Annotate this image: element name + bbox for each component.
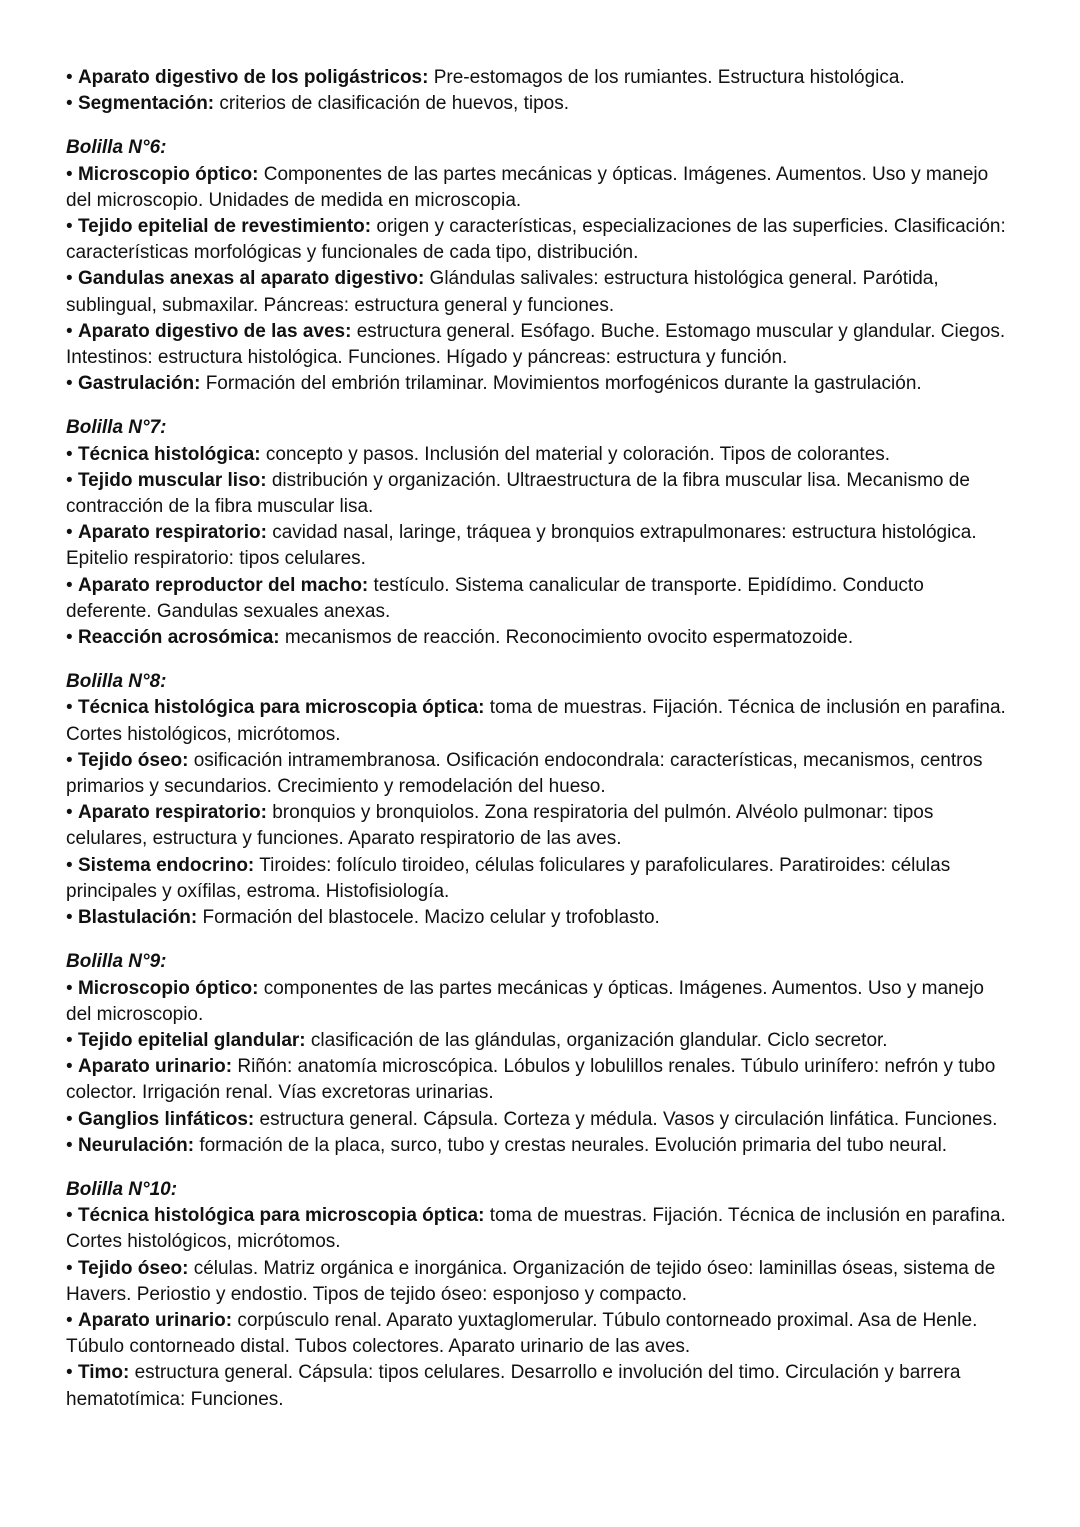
- item-description: estructura general. Cápsula: tipos celulares. Desarrollo e involución del timo. Circulación y barrera hematotímica: Funciones.: [66, 1362, 961, 1410]
- syllabus-item: • Aparato reproductor del macho: testículo. Sistema canalicular de transporte. Epidídimo. Conducto deferente. Gandulas sexuales anexas.: [66, 574, 924, 622]
- syllabus-item: • Gastrulación: Formación del embrión trilaminar. Movimientos morfogénicos durante la gastrulación.: [66, 373, 922, 395]
- section-heading: Bolilla N°7:: [66, 417, 167, 439]
- item-term: Técnica histológica:: [77, 443, 261, 465]
- item-term: Segmentación:: [77, 93, 215, 115]
- item-term: Blastulación:: [77, 907, 198, 929]
- section-heading: Bolilla N°8:: [66, 671, 167, 693]
- syllabus-item: • Tejido epitelial de revestimiento: origen y características, especializaciones de las superficies. Clasificación: características morfológicas y funcionales de cada tipo, distribución.: [66, 216, 1006, 264]
- syllabus-item: • Técnica histológica para microscopia óptica: toma de muestras. Fijación. Técnica de inclusión en parafina. Cortes histológicos, micrótomos.: [66, 1205, 1006, 1253]
- bolilla-section: [66, 135, 1014, 397]
- item-term: Aparato digestivo de los poligástricos:: [77, 67, 429, 88]
- item-term: Aparato respiratorio:: [77, 802, 267, 824]
- item-description: cavidad nasal, laringe, tráquea y bronquios extrapulmonares: estructura histológica. Epitelio respiratorio: tipos celulares.: [66, 522, 977, 570]
- item-description: formación de la placa, surco, tubo y crestas neurales. Evolución primaria del tubo neural.: [194, 1134, 948, 1156]
- item-term: Aparato respiratorio:: [77, 522, 267, 544]
- bolilla-section: [66, 1177, 1014, 1413]
- syllabus-item: • Tejido óseo: células. Matriz orgánica e inorgánica. Organización de tejido óseo: laminillas óseas, sistema de Havers. Periostio y endostio. Tipos de tejido óseo: esponjoso y compacto.: [66, 1257, 996, 1305]
- item-term: Timo:: [77, 1362, 130, 1384]
- section-heading: Bolilla N°10:: [66, 1178, 178, 1200]
- intro-section: [66, 65, 1014, 117]
- item-description: concepto y pasos. Inclusión del material y coloración. Tipos de colorantes.: [260, 443, 891, 465]
- item-description: células. Matriz orgánica e inorgánica. Organización de tejido óseo: laminillas óseas, sistema de Havers. Periostio y endostio. Tipos de tejido óseo: esponjoso y compacto.: [66, 1257, 996, 1305]
- bolilla-section: [66, 949, 1014, 1159]
- syllabus-item: • Segmentación: criterios de clasificación de huevos, tipos.: [66, 93, 569, 115]
- item-term: Tejido epitelial de revestimiento:: [77, 216, 372, 238]
- item-term: Tejido muscular liso:: [77, 469, 267, 491]
- item-term: Aparato urinario:: [77, 1309, 233, 1331]
- syllabus-item: • Aparato respiratorio: bronquios y bronquiolos. Zona respiratoria del pulmón. Alvéolo pulmonar: tipos celulares, estructura y funciones. Aparato respiratorio de las aves.: [66, 802, 934, 850]
- item-term: Aparato digestivo de las aves:: [77, 320, 352, 342]
- item-description: Tiroides: folículo tiroideo, células foliculares y parafoliculares. Paratiroides: células principales y oxífilas, estroma. Histofisiología.: [66, 854, 951, 902]
- syllabus-item: • Aparato urinario: corpúsculo renal. Aparato yuxtaglomerular. Túbulo contorneado proximal. Asa de Henle. Túbulo contorneado distal. Tubos colectores. Aparato urinario de las aves.: [66, 1309, 978, 1358]
- item-description: testículo. Sistema canalicular de transporte. Epidídimo. Conducto deferente. Gandulas sexuales anexas.: [66, 574, 924, 622]
- item-description: bronquios y bronquiolos. Zona respiratoria del pulmón. Alvéolo pulmonar: tipos celulares, estructura y funciones. Aparato respiratorio de las aves.: [66, 802, 934, 850]
- item-term: Gandulas anexas al aparato digestivo:: [77, 268, 425, 290]
- item-term: Técnica histológica para microscopia óptica:: [77, 697, 485, 719]
- item-description: osificación intramembranosa. Osificación endocondrala: características, mecanismos, centros primarios y secundarios. Crecimiento y remodelación del hueso.: [66, 749, 983, 798]
- syllabus-item: • Gandulas anexas al aparato digestivo: Glándulas salivales: estructura histológica general. Parótida, sublingual, submaxilar. Páncreas: estructura general y funciones.: [66, 268, 939, 316]
- item-term: Reacción acrosómica:: [77, 627, 280, 649]
- item-term: Tejido epitelial glandular:: [77, 1029, 306, 1051]
- item-term: Tejido óseo:: [77, 1257, 189, 1279]
- item-description: estructura general. Esófago. Buche. Estomago muscular y glandular. Ciegos. Intestinos: estructura histológica. Funciones. Hígado y páncreas: estructura y función.: [66, 320, 1006, 369]
- syllabus-item: • Tejido óseo: osificación intramembranosa. Osificación endocondrala: características, mecanismos, centros primarios y secundarios. Crecimiento y remodelación del hueso.: [66, 749, 983, 798]
- item-term: Microscopio óptico:: [77, 977, 259, 999]
- syllabus-item: • Neurulación: formación de la placa, surco, tubo y crestas neurales. Evolución primaria del tubo neural.: [66, 1134, 948, 1156]
- item-term: Tejido óseo:: [77, 749, 189, 771]
- syllabus-item: • Técnica histológica para microscopia óptica: toma de muestras. Fijación. Técnica de inclusión en parafina. Cortes histológicos, micrótomos.: [66, 697, 1006, 745]
- syllabus-item: • Tejido muscular liso: distribución y organización. Ultraestructura de la fibra muscular lisa. Mecanismo de contracción de la fibra muscular lisa.: [66, 469, 970, 518]
- item-description: Pre-estomagos de los rumiantes. Estructura histológica.: [428, 67, 905, 88]
- item-term: Gastrulación:: [77, 373, 201, 395]
- syllabus-item: • Aparato respiratorio: cavidad nasal, laringe, tráquea y bronquios extrapulmonares: estructura histológica. Epitelio respiratorio: tipos celulares.: [66, 522, 977, 570]
- item-term: Técnica histológica para microscopia óptica:: [77, 1205, 485, 1227]
- item-description: criterios de clasificación de huevos, tipos.: [214, 93, 569, 115]
- syllabus-item: • Microscopio óptico: componentes de las partes mecánicas y ópticas. Imágenes. Aumentos. Uso y manejo del microscopio.: [66, 977, 984, 1025]
- document-body: [66, 65, 1014, 1431]
- item-term: Microscopio óptico:: [77, 163, 259, 185]
- item-term: Aparato urinario:: [77, 1056, 233, 1078]
- bolilla-section: [66, 669, 1014, 931]
- syllabus-item: • Microscopio óptico: Componentes de las partes mecánicas y ópticas. Imágenes. Aumentos. Uso y manejo del microscopio. Unidades de medida en microscopia.: [66, 163, 989, 211]
- syllabus-item: • Timo: estructura general. Cápsula: tipos celulares. Desarrollo e involución del timo. Circulación y barrera hematotímica: Funciones.: [66, 1362, 961, 1410]
- syllabus-item: • Aparato digestivo de los poligástricos: Pre-estomagos de los rumiantes. Estructura histológica.: [66, 67, 905, 88]
- section-heading: Bolilla N°6:: [66, 137, 167, 159]
- item-term: Sistema endocrino:: [77, 854, 255, 876]
- item-description: origen y características, especializaciones de las superficies. Clasificación: características morfológicas y funcionales de cada tipo, distribución.: [66, 216, 1006, 264]
- syllabus-item: • Sistema endocrino: Tiroides: folículo tiroideo, células foliculares y parafoliculares. Paratiroides: células principales y oxífilas, estroma. Histofisiología.: [66, 854, 951, 902]
- item-term: Ganglios linfáticos:: [77, 1108, 255, 1130]
- item-description: clasificación de las glándulas, organización glandular. Ciclo secretor.: [305, 1029, 888, 1051]
- item-description: componentes de las partes mecánicas y ópticas. Imágenes. Aumentos. Uso y manejo del microscopio.: [66, 977, 984, 1025]
- syllabus-item: • Ganglios linfáticos: estructura general. Cápsula. Corteza y médula. Vasos y circulación linfática. Funciones.: [66, 1108, 998, 1130]
- item-description: Componentes de las partes mecánicas y ópticas. Imágenes. Aumentos. Uso y manejo del microscopio. Unidades de medida en microscopia.: [66, 163, 989, 211]
- item-description: Glándulas salivales: estructura histológica general. Parótida, sublingual, submaxilar. Páncreas: estructura general y funciones.: [66, 268, 939, 316]
- item-description: toma de muestras. Fijación. Técnica de inclusión en parafina. Cortes histológicos, micrótomos.: [66, 697, 1006, 745]
- bolilla-section: [66, 415, 1014, 651]
- syllabus-item: • Aparato urinario: Riñón: anatomía microscópica. Lóbulos y lobulillos renales. Túbulo urinífero: nefrón y tubo colector. Irrigación renal. Vías excretoras urinarias.: [66, 1056, 996, 1104]
- syllabus-item: • Aparato digestivo de las aves: estructura general. Esófago. Buche. Estomago muscular y glandular. Ciegos. Intestinos: estructura histológica. Funciones. Hígado y páncreas: estructura y función.: [66, 320, 1006, 369]
- item-term: Neurulación:: [77, 1134, 195, 1156]
- section-heading: Bolilla N°9:: [66, 951, 167, 973]
- item-description: mecanismos de reacción. Reconocimiento ovocito espermatozoide.: [279, 627, 854, 649]
- item-term: Aparato reproductor del macho:: [77, 574, 369, 596]
- item-description: toma de muestras. Fijación. Técnica de inclusión en parafina. Cortes histológicos, micrótomos.: [66, 1205, 1006, 1253]
- item-description: estructura general. Cápsula. Corteza y médula. Vasos y circulación linfática. Funciones.: [254, 1108, 998, 1130]
- syllabus-item: • Técnica histológica: concepto y pasos. Inclusión del material y coloración. Tipos de colorantes.: [66, 443, 891, 465]
- item-description: Riñón: anatomía microscópica. Lóbulos y lobulillos renales. Túbulo urinífero: nefrón y tubo colector. Irrigación renal. Vías excretoras urinarias.: [66, 1056, 996, 1104]
- item-description: corpúsculo renal. Aparato yuxtaglomerular. Túbulo contorneado proximal. Asa de Henle. Túbulo contorneado distal. Tubos colectores. Aparato urinario de las aves.: [66, 1309, 978, 1358]
- syllabus-item: • Tejido epitelial glandular: clasificación de las glándulas, organización glandular. Ciclo secretor.: [66, 1029, 888, 1051]
- item-description: Formación del blastocele. Macizo celular y trofoblasto.: [197, 907, 660, 929]
- item-description: distribución y organización. Ultraestructura de la fibra muscular lisa. Mecanismo de contracción de la fibra muscular lisa.: [66, 469, 970, 518]
- syllabus-item: • Blastulación: Formación del blastocele. Macizo celular y trofoblasto.: [66, 907, 660, 929]
- syllabus-item: • Reacción acrosómica: mecanismos de reacción. Reconocimiento ovocito espermatozoide.: [66, 627, 854, 649]
- item-description: Formación del embrión trilaminar. Movimientos morfogénicos durante la gastrulación.: [200, 373, 922, 395]
